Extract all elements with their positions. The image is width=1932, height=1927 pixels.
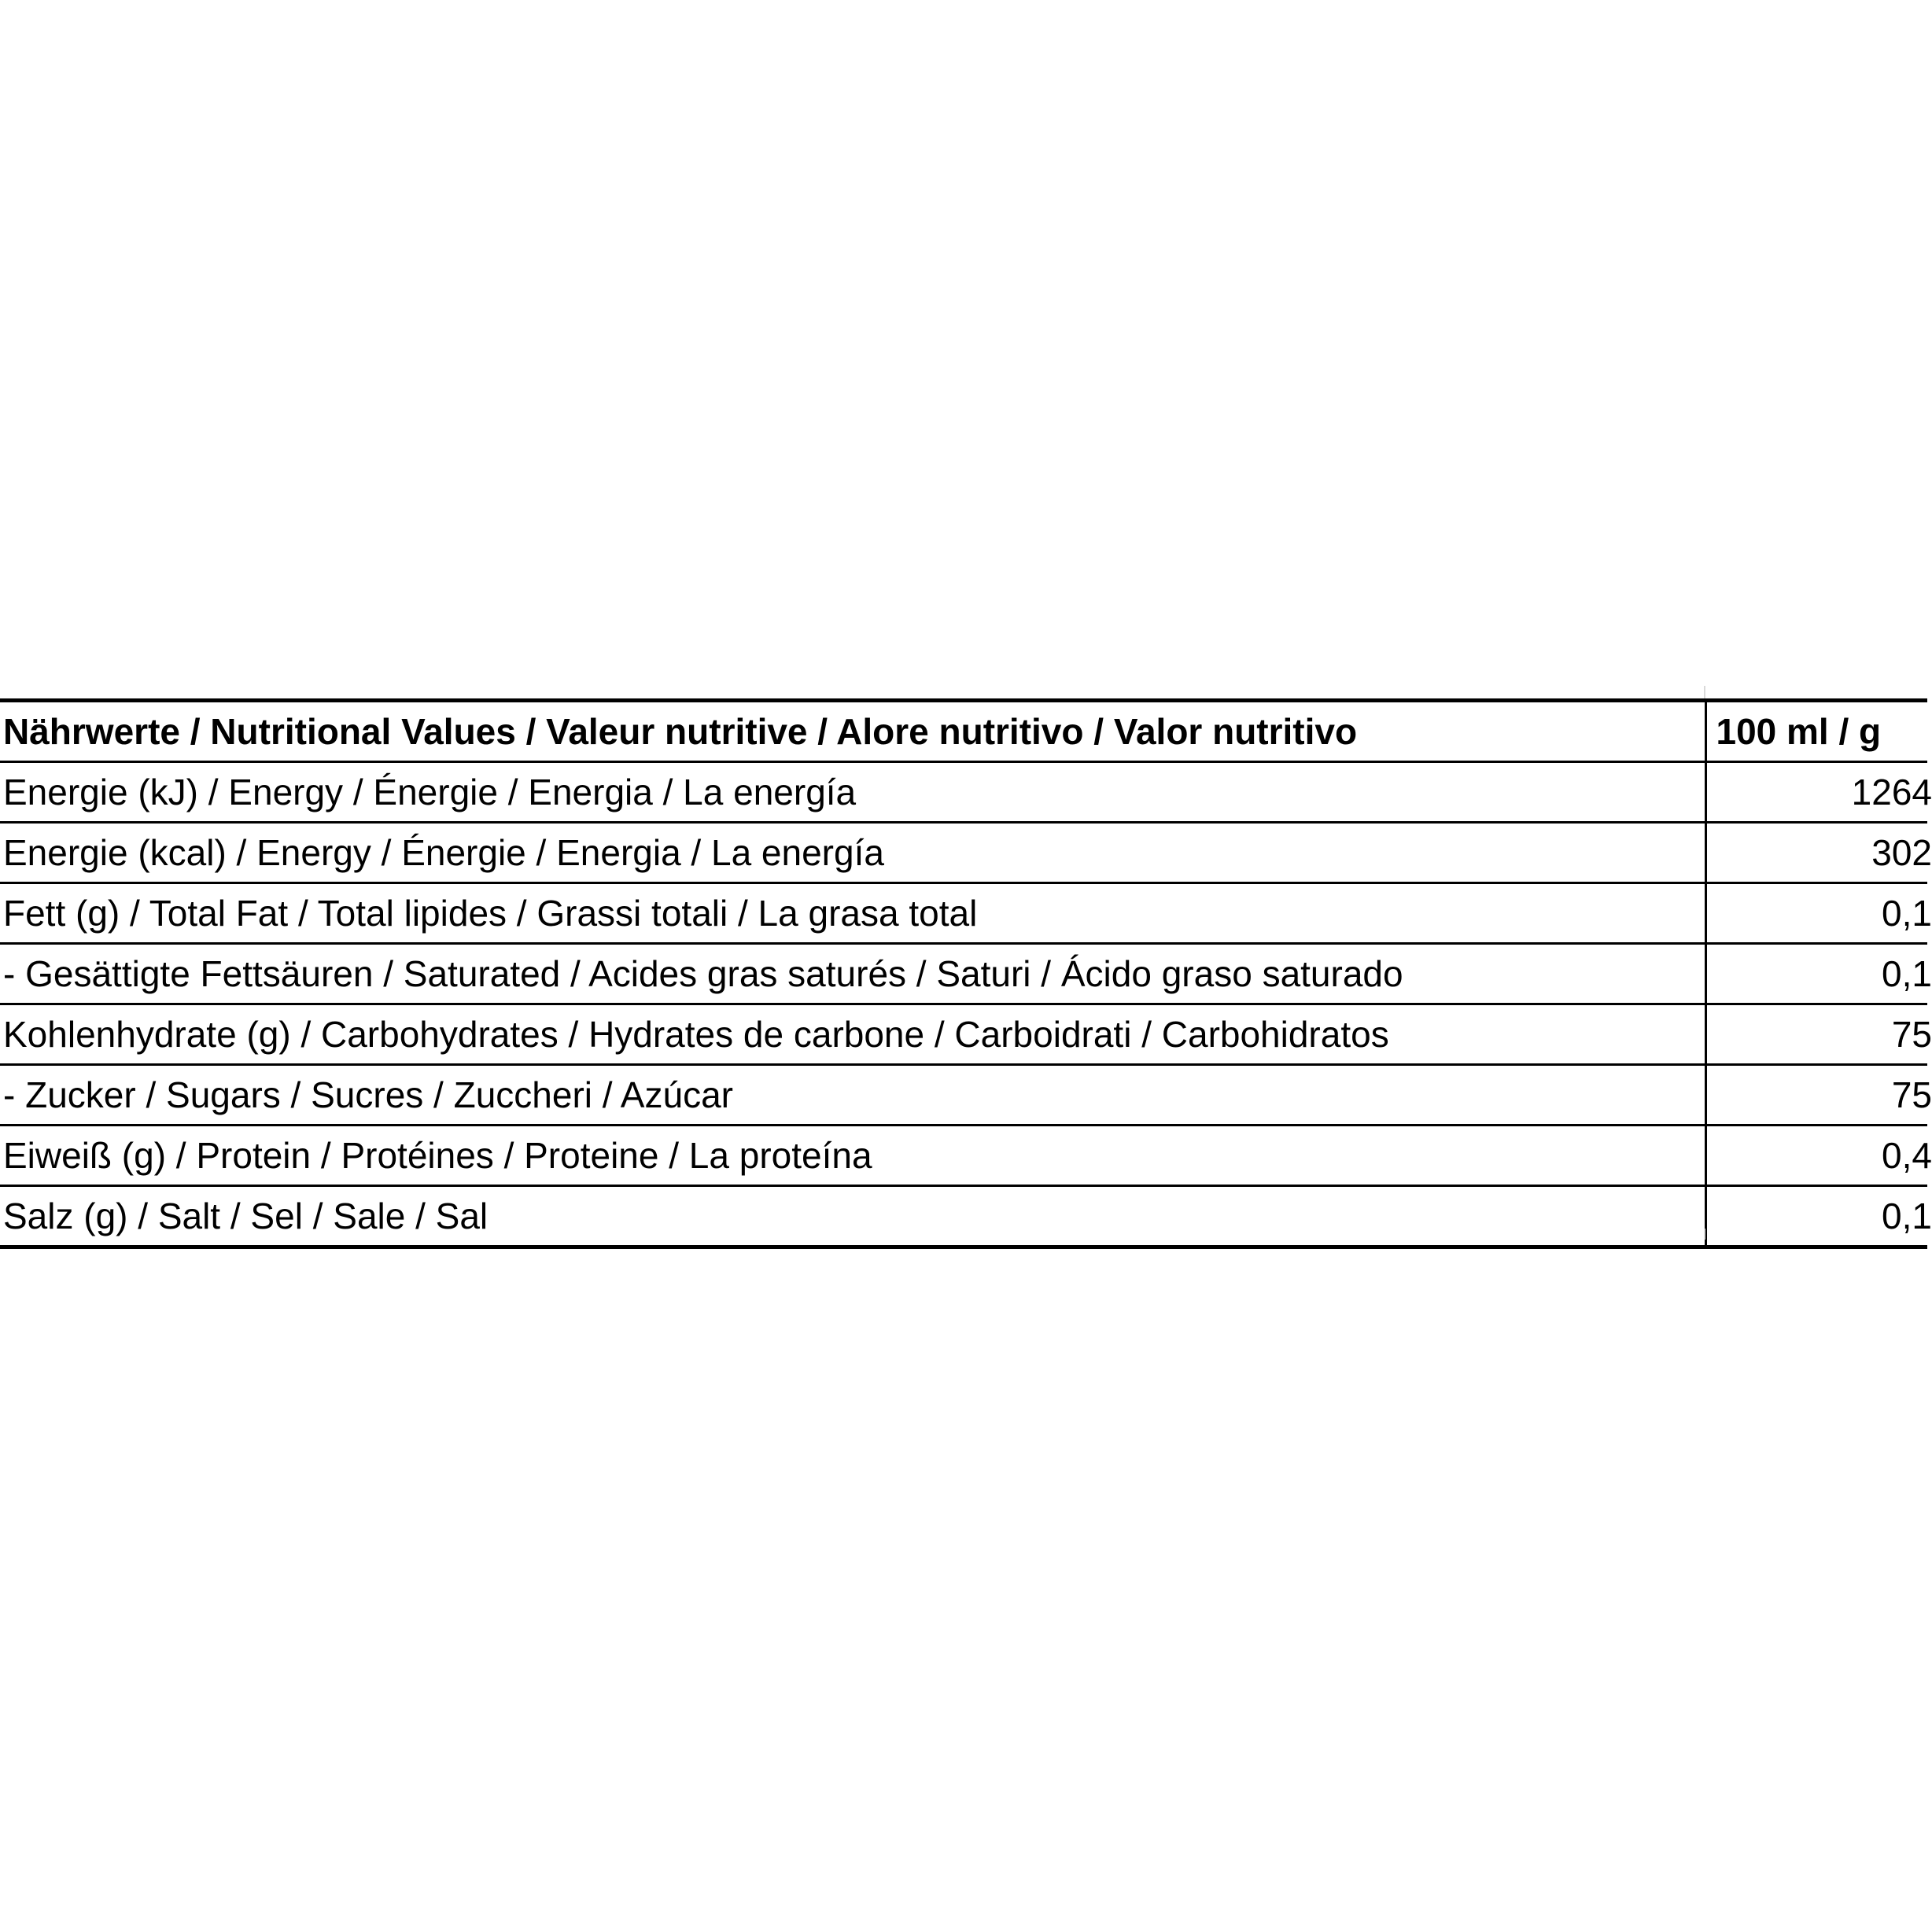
- table-row: [0, 1186, 1927, 1247]
- row-value: 75: [1891, 1014, 1932, 1055]
- row-value-cell: [1705, 1126, 1932, 1186]
- row-value: 75: [1891, 1074, 1932, 1115]
- row-value-cell: [1705, 823, 1932, 883]
- row-value: 0,1: [1882, 1196, 1932, 1236]
- table-row: [0, 1126, 1927, 1186]
- row-value: 0,1: [1882, 893, 1932, 934]
- table-row: [0, 883, 1927, 944]
- table-row: [0, 1004, 1927, 1065]
- row-value: 1264: [1851, 772, 1932, 812]
- row-value: 302: [1871, 832, 1932, 873]
- row-label: Salz (g) / Salt / Sel / Sale / Sal: [0, 1186, 1705, 1247]
- row-value-cell: [1705, 944, 1932, 1004]
- row-label: - Gesättigte Fettsäuren / Saturated / Acides gras saturés / Saturi / Ácido graso saturado: [0, 944, 1705, 1004]
- table-row: [0, 944, 1927, 1004]
- table-row: [0, 1065, 1927, 1126]
- row-value-cell: [1705, 1186, 1932, 1247]
- row-value-cell: [1705, 1004, 1932, 1065]
- table-header-row: [0, 701, 1927, 762]
- row-label: Fett (g) / Total Fat / Total lipides / Grassi totali / La grasa total: [0, 883, 1705, 944]
- row-label: - Zucker / Sugars / Sucres / Zuccheri / Azúcar: [0, 1065, 1705, 1126]
- nutrition-table: [0, 698, 1932, 1249]
- row-label: Energie (kcal) / Energy / Énergie / Energia / La energía: [0, 823, 1705, 883]
- table-row: [0, 762, 1927, 823]
- row-value-cell: [1705, 762, 1932, 823]
- row-value: 0,1: [1882, 953, 1932, 994]
- header-value: 100 ml / g: [1705, 701, 1927, 762]
- row-value-cell: [1705, 883, 1932, 944]
- row-label: Kohlenhydrate (g) / Carbohydrates / Hydrates de carbone / Carboidrati / Carbohidratos: [0, 1004, 1705, 1065]
- gridline-bottom: [1704, 1229, 1705, 1240]
- table-row: [0, 823, 1927, 883]
- row-value-cell: [1705, 1065, 1932, 1126]
- row-label: Eiweiß (g) / Protein / Protéines / Proteine / La proteína: [0, 1126, 1705, 1186]
- row-value: 0,4: [1882, 1135, 1932, 1176]
- header-label: Nährwerte / Nutritional Values / Valeur nutritive / Alore nutritivo / Valor nutritivo: [0, 701, 1705, 762]
- row-label: Energie (kJ) / Energy / Énergie / Energia / La energía: [0, 762, 1705, 823]
